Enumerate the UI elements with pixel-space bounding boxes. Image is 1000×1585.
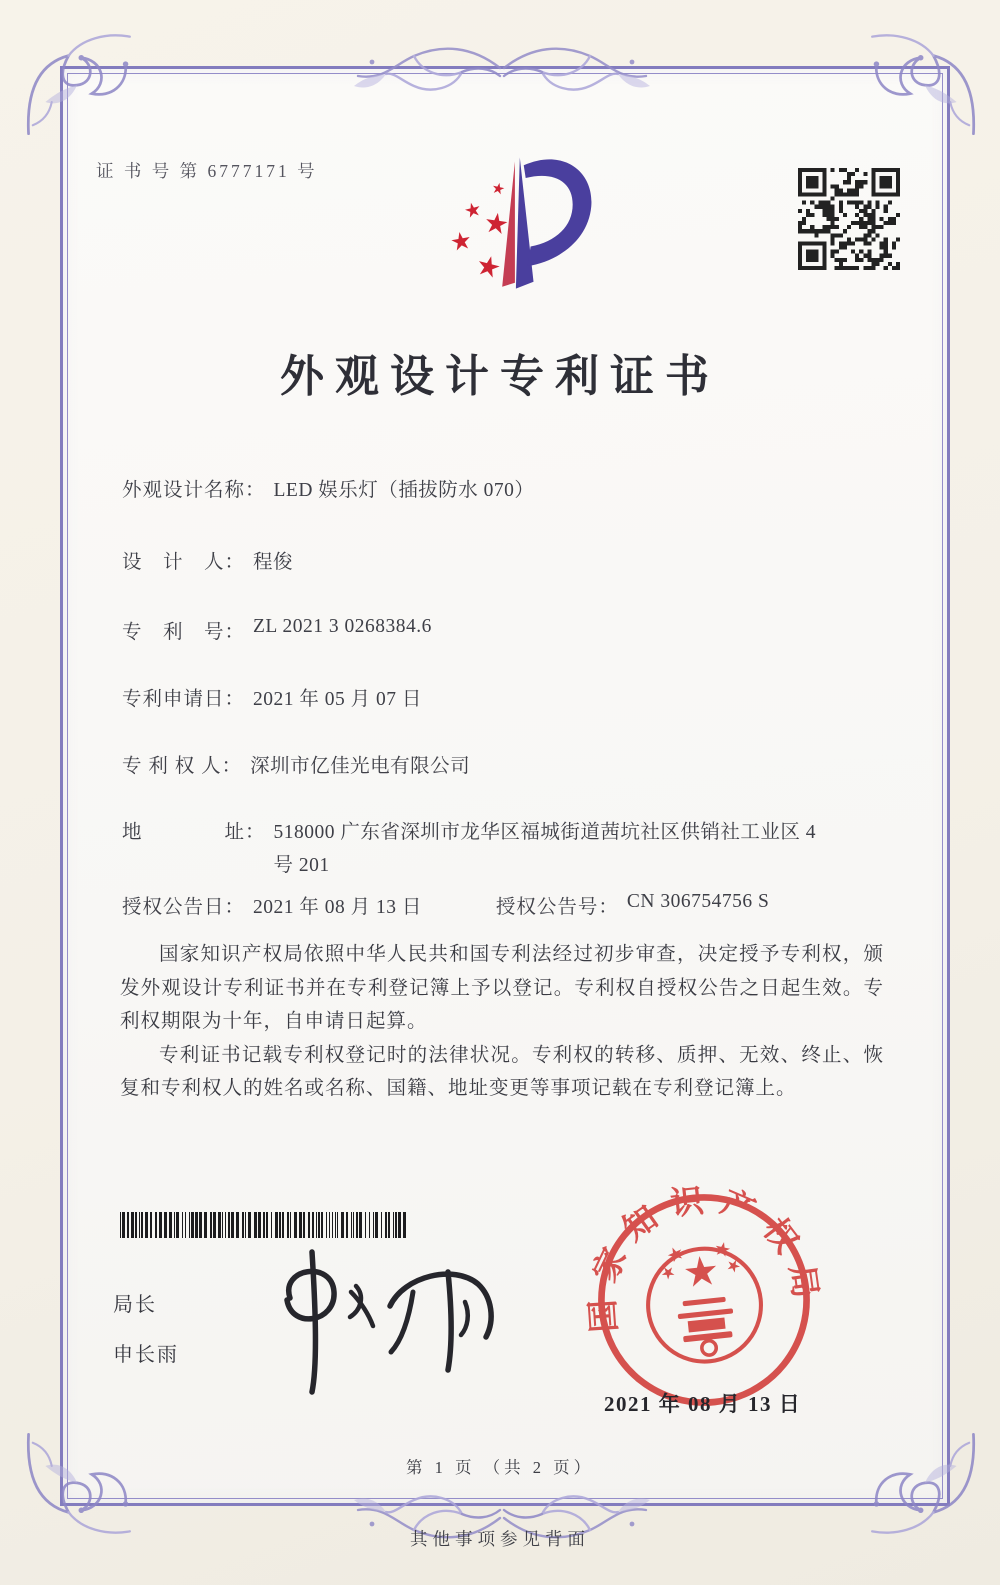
field-value: 深圳市亿佳光电有限公司: [250, 756, 471, 777]
corner-flourish-top-right: [868, 24, 984, 140]
svg-text:国家知识产权局: [572, 1171, 824, 1335]
grant-date-pair: [122, 891, 422, 919]
field-value: CN 306754756 S: [626, 891, 770, 912]
field-value: LED 娱乐灯（插拔防水 070）: [273, 480, 535, 501]
qr-code-icon: [798, 168, 900, 270]
field-label: 地 址：: [122, 822, 266, 843]
field-designer: [122, 546, 293, 574]
field-design-name: [122, 474, 534, 502]
director-name: 申长雨: [113, 1344, 179, 1366]
corner-flourish-top-left: [18, 24, 134, 140]
field-label: 授权公告日：: [122, 897, 246, 918]
national-emblem-icon: [642, 1237, 767, 1367]
grant-number-pair: [496, 891, 769, 919]
field-label: 授权公告号：: [495, 897, 619, 918]
director-title: 局长: [113, 1294, 157, 1316]
seal-agency-text: 国家知识产权局: [584, 1182, 825, 1334]
field-label: 专利申请日：: [122, 689, 246, 710]
field-value: ZL 2021 3 0268384.6: [253, 616, 432, 637]
field-label: 专 利 权 人：: [122, 756, 243, 777]
certificate-title: 外观设计专利证书: [280, 352, 720, 401]
field-patent-number: [122, 616, 432, 644]
page-number: 第 1 页 （共 2 页）: [405, 1458, 595, 1477]
legal-paragraph-1: 国家知识产权局依照中华人民共和国专利法经过初步审查，决定授予专利权，颁发外观设计专利证书并在专利登记簿上予以登记。专利权自授权公告之日起生效。专利权期限为十年，自申请日起算。: [120, 944, 884, 1032]
field-label: 设 计 人：: [122, 552, 246, 573]
field-address: [122, 816, 834, 882]
field-value: 2021 年 08 月 13 日: [253, 897, 422, 918]
back-side-note: 其他事项参见背面: [410, 1529, 590, 1549]
top-center-ornament: [342, 28, 662, 108]
barcode-icon: [120, 1212, 408, 1238]
cnipa-logo-icon: [418, 128, 604, 324]
seal-date: 2021 年 08 月 13 日: [604, 1392, 802, 1416]
certificate-number: 证 书 号 第 6777171 号: [96, 161, 318, 181]
field-label: 专 利 号：: [122, 622, 246, 643]
legal-paragraph-2: 专利证书记载专利权登记时的法律状况。专利权的转移、质押、无效、终止、恢复和专利权人的姓名或名称、国籍、地址变更等事项记载在专利登记簿上。: [120, 1044, 884, 1099]
field-filing-date: [122, 683, 422, 711]
field-value: 2021 年 05 月 07 日: [253, 689, 422, 710]
field-label: 外观设计名称：: [122, 480, 266, 501]
field-grant-row: [122, 891, 769, 919]
legal-text-block: [120, 938, 884, 1106]
field-value: 程俊: [253, 552, 294, 573]
field-value: 518000 广东省深圳市龙华区福城街道茜坑社区供销社工业区 4 号 201: [273, 822, 817, 876]
field-patentee: [122, 750, 470, 778]
director-signature: [252, 1240, 524, 1398]
